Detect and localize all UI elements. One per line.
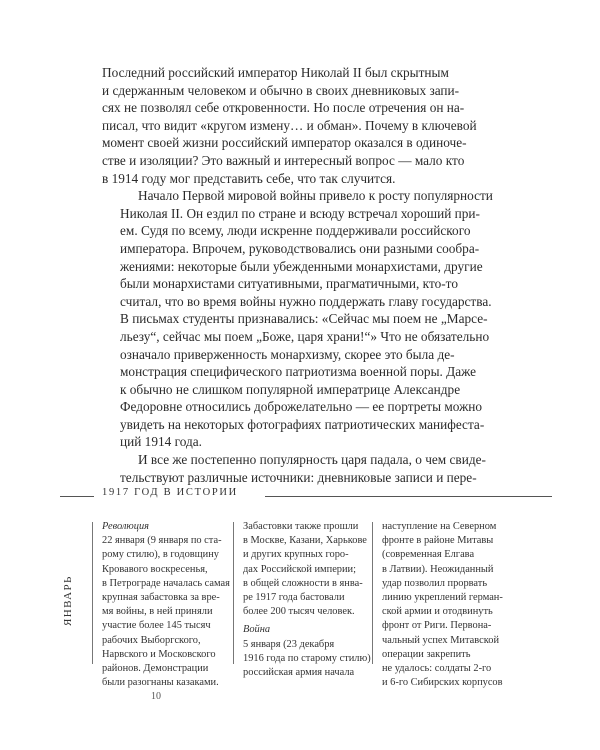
timeline-column-2 bbox=[243, 520, 371, 680]
timeline-column-3 bbox=[382, 520, 503, 690]
column-line: участие более 145 тысяч bbox=[102, 620, 211, 632]
text-line: тельствуют различные источники: дневниковые записи и пере- bbox=[120, 469, 477, 485]
column-line: в общей сложности в янва- bbox=[243, 577, 363, 589]
column-line: и других крупных горо- bbox=[243, 549, 349, 561]
text-line: сях не позволял себе откровенности. Но после отречения он на- bbox=[102, 100, 465, 116]
text-line: стве и изоляции? Это важный и интересный вопрос — мало кто bbox=[102, 152, 465, 168]
column-line: 1916 года по старому стилю) bbox=[243, 652, 371, 664]
column-divider bbox=[372, 522, 373, 664]
page-number: 10 bbox=[151, 691, 161, 702]
text-line: момент своей жизни российский император оказался в одиноче- bbox=[102, 135, 467, 151]
column-line: фронт от Риги. Первона- bbox=[382, 620, 492, 632]
column-line: наступление на Северном bbox=[382, 521, 497, 532]
column-line: дах Российской империи; bbox=[243, 563, 357, 575]
timeline-column-1 bbox=[102, 520, 230, 690]
text-line: в 1914 году мог представить себе, что так случится. bbox=[102, 170, 396, 186]
category-label: Революция bbox=[102, 521, 149, 532]
section-header bbox=[60, 485, 552, 509]
divider-left bbox=[60, 496, 94, 497]
category-label: Война bbox=[243, 624, 271, 636]
text-line: Федоровне относились доброжелательно — ее портреты можно bbox=[120, 399, 483, 415]
text-line: льезу“, сейчас мы поем „Боже, царя храни!“» Что не обязательно bbox=[120, 328, 490, 344]
column-line: рому стилю), в годовщину bbox=[102, 549, 219, 561]
text-line: жениями: некоторые были убежденными монархистами, другие bbox=[120, 258, 483, 274]
paragraph-2 bbox=[102, 187, 507, 451]
text-line: ем. Судя по всему, люди искренне поддерживали российского bbox=[120, 223, 471, 239]
text-line: и сдержанным человеком и обычно в своих дневниковых запи- bbox=[102, 82, 460, 98]
column-line: Нарвского и Московского bbox=[102, 648, 216, 660]
text-line: увидеть на некоторых фотографиях патриотических манифеста- bbox=[120, 416, 485, 432]
text-line: Последний российский император Николай II был скрытным bbox=[102, 65, 449, 80]
column-line: не удалось: солдаты 2-го bbox=[382, 663, 492, 675]
column-line: в Латвии). Неожиданный bbox=[382, 563, 494, 575]
text-line: писал, что видит «кругом измену… и обман». Почему в ключевой bbox=[102, 117, 477, 133]
column-line: операции закрепить bbox=[382, 648, 471, 660]
text-line: к обычно не слишком популярной императрице Александре bbox=[120, 381, 461, 397]
section-title: 1917 ГОД В ИСТОРИИ bbox=[102, 487, 238, 498]
column-line: мя войны, в ней приняли bbox=[102, 606, 213, 618]
column-line: 22 января (9 января по ста- bbox=[102, 535, 222, 547]
column-line: крупная забастовка за вре- bbox=[102, 592, 220, 604]
text-line: были монархистами ситуативными, прагматичными, кто-то bbox=[120, 276, 458, 292]
column-line: районов. Демонстрации bbox=[102, 663, 209, 675]
column-line: ской армии и отодвинуть bbox=[382, 606, 493, 618]
text-line: ций 1914 года. bbox=[120, 434, 202, 450]
column-line: в Петрограде началась самая bbox=[102, 577, 230, 589]
column-line: чальный успех Митавской bbox=[382, 634, 500, 646]
column-line: удар позволил прорвать bbox=[382, 577, 488, 589]
column-divider bbox=[92, 522, 93, 664]
paragraph-1 bbox=[102, 64, 507, 187]
month-label: ЯНВАРЬ bbox=[62, 575, 74, 626]
column-divider bbox=[233, 522, 234, 664]
column-line: и 6-го Сибирских корпусов bbox=[382, 677, 503, 689]
column-line: были разогнаны казаками. bbox=[102, 677, 219, 689]
column-line: более 200 тысяч человек. bbox=[243, 606, 355, 618]
text-line: считал, что во время войны нужно поддержать главу государства. bbox=[120, 293, 492, 309]
column-line: Кровавого воскресенья, bbox=[102, 563, 208, 575]
column-line: российская армия начала bbox=[243, 667, 355, 679]
text-line: императора. Впрочем, руководствовались они разными сообра- bbox=[120, 240, 480, 256]
column-line: рабочих Выборгского, bbox=[102, 634, 201, 646]
text-line: означало приверженность монархизму, скорее это была де- bbox=[120, 346, 455, 362]
divider-right bbox=[265, 496, 552, 497]
paragraph-3 bbox=[102, 451, 507, 486]
column-line: 5 января (23 декабря bbox=[243, 638, 335, 650]
column-line: фронте в районе Митавы bbox=[382, 535, 494, 547]
text-line: Николая II. Он ездил по стране и всюду встречал хороший при- bbox=[120, 205, 480, 221]
text-line: Начало Первой мировой войны привело к росту популярности bbox=[138, 188, 493, 204]
column-line: Забастовки также прошли bbox=[243, 521, 359, 532]
text-line: монстрация специфического патриотизма военной поры. Даже bbox=[120, 364, 477, 380]
column-line: ре 1917 года бастовали bbox=[243, 592, 345, 604]
main-text bbox=[102, 64, 507, 486]
column-line: (современная Елгава bbox=[382, 549, 475, 561]
text-line: В письмах студенты признавались: «Сейчас мы поем не „Марсе- bbox=[120, 311, 488, 327]
column-line: в Москве, Казани, Харькове bbox=[243, 535, 367, 547]
column-line: линию укреплений герман- bbox=[382, 592, 503, 604]
text-line: И все же постепенно популярность царя падала, о чем свиде- bbox=[138, 452, 486, 468]
